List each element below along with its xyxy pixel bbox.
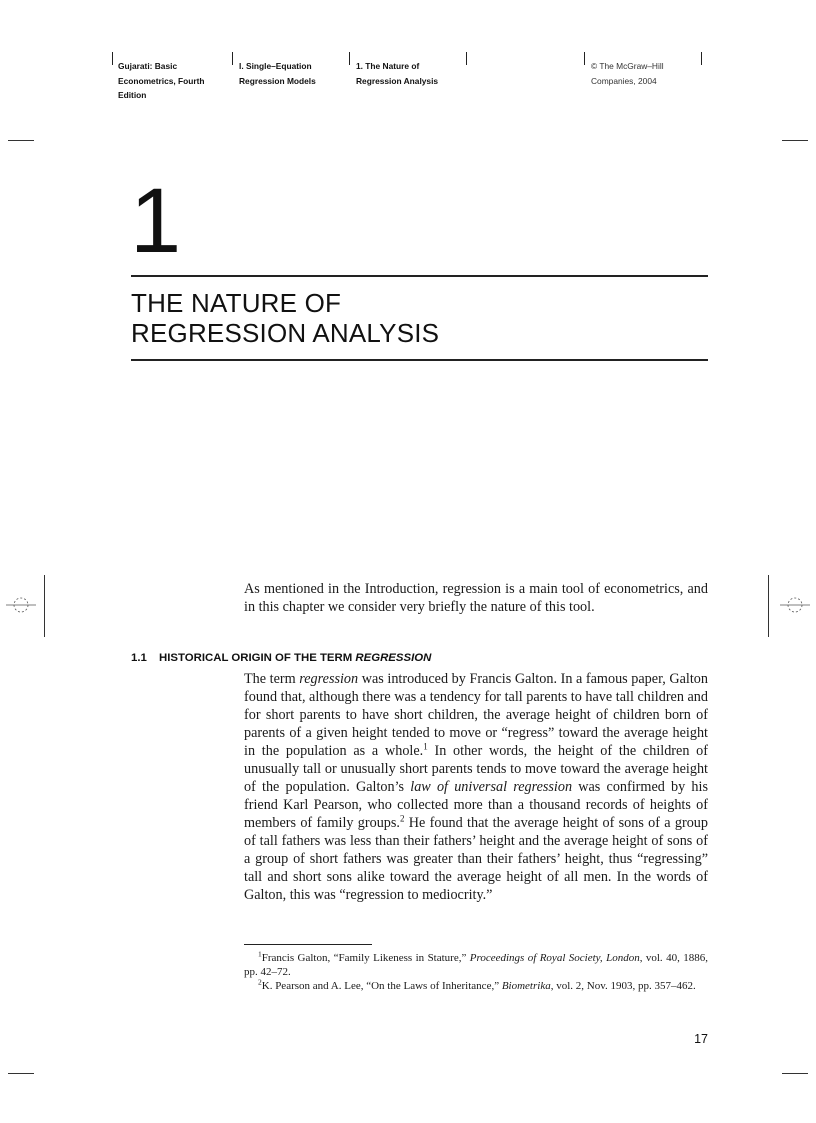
section-heading: 1.1 HISTORICAL ORIGIN OF THE TERM REGRESSION	[131, 652, 432, 664]
footnote-2: $^2$K. Pearson and A. Lee, “On the Laws of Inheritance,” Biometrika, vol. 2, Nov. 1903, pp. 357–462.	[258, 977, 696, 992]
footnote-rule	[244, 944, 372, 945]
crop-mark	[782, 140, 808, 141]
body-paragraph: The term regression was introduced by Francis Galton. In a famous paper, Galton found that, although there was a tendency for tall parents to have tall children and for short parents to have short children, the average height of children born of parents of a given height tended to move or “regress” toward the average height in the population as a whole.$^1$ In other words, the height of the children of unusually tall or unusually short parents tends to move toward the average height of the population. Galton’s law of universal regression was confirmed by his friend Karl Pearson, who collected more than a thousand records of heights of members of family groups.$^2$ He found that the average height of sons of a group of tall fathers was less than their fathers’ height and the average height of sons of a group of short fathers was greater than their fathers’ height, thus “regressing” tall and short sons alike toward the average height of all men. In the words of Galton, this was “regression to mediocrity.”	[244, 671, 708, 903]
chapter-title: THE NATURE OF REGRESSION ANALYSIS	[131, 288, 440, 348]
chapter-rule-bottom	[131, 359, 708, 361]
page-number: 17	[694, 1032, 708, 1046]
footnote-1: $^1$Francis Galton, “Family Likeness in Stature,” Proceedings of Royal Society, London, vol. 40, 1886, pp. 42–72.	[244, 949, 708, 978]
chapter-rule-top	[131, 275, 708, 277]
header-divider	[584, 52, 585, 65]
running-header	[112, 52, 702, 104]
header-part: I. Single–Equation Regression Models	[239, 61, 316, 86]
registration-mark-icon	[780, 590, 810, 620]
crop-mark	[782, 1073, 808, 1074]
crop-mark	[8, 140, 34, 141]
crop-mark	[44, 575, 45, 637]
crop-mark	[8, 1073, 34, 1074]
header-divider	[232, 52, 233, 65]
header-divider	[349, 52, 350, 65]
registration-mark-icon	[6, 590, 36, 620]
header-divider	[701, 52, 702, 65]
header-chapter: 1. The Nature of Regression Analysis	[356, 61, 439, 86]
header-divider	[112, 52, 113, 65]
intro-paragraph: As mentioned in the Introduction, regression is a main tool of econometrics, and in this chapter we consider very briefly the nature of this tool.	[244, 581, 708, 615]
header-divider	[466, 52, 467, 65]
footnote-ref[interactable]: 1	[423, 741, 428, 752]
header-book: Gujarati: Basic Econometrics, Fourth Edition	[118, 61, 205, 100]
chapter-number: 1	[130, 170, 182, 272]
crop-mark	[768, 575, 769, 637]
header-copyright: © The McGraw–Hill Companies, 2004	[591, 61, 664, 86]
footnote-ref[interactable]: 2	[399, 813, 405, 824]
